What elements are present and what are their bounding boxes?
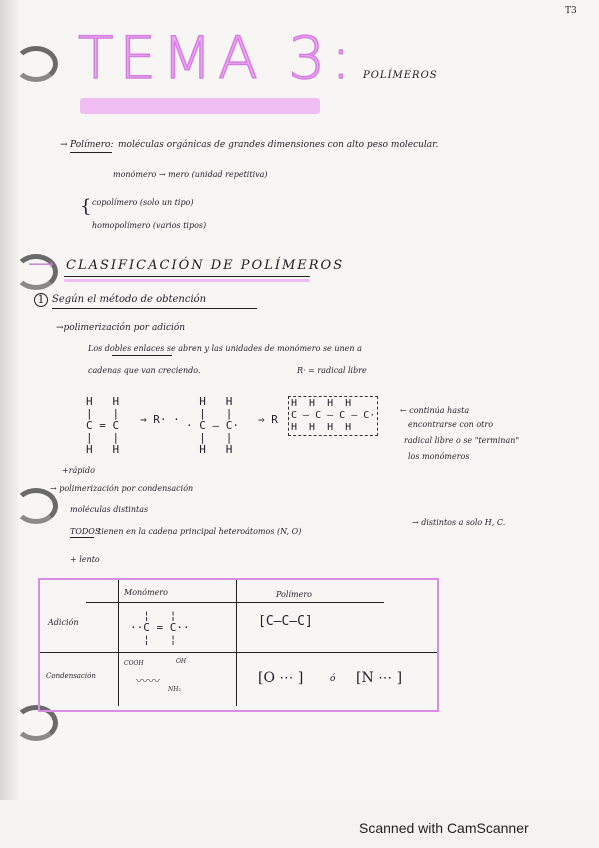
condensation-heading: → polimerización por condensación [50,484,194,493]
criterion-label: Según el método de obtención [52,294,207,305]
condensation-suffix: → distintos a solo H, C. [412,518,506,527]
table-divider-horizontal [40,652,437,653]
section-title: CLASIFICACIÓN DE POLÍMEROS [66,258,345,273]
addition-text2: cadenas que van creciendo. [88,366,201,375]
binder-ring [14,488,58,524]
definition-arrow: → [60,140,68,150]
title-highlight [80,98,320,114]
row1-label: Adición [48,618,79,627]
definition-term: Polímero: [70,140,114,150]
radical-structure: H H | | · C — C· | | H H [186,395,239,456]
monomer-line: monómero → mero (unidad repetitiva) [113,170,268,179]
table-divider-horizontal [86,602,384,603]
row2-or: ó [330,674,336,684]
row2-cooh: COOH [124,660,144,667]
reaction-arrow: ⇒ R [258,413,278,426]
condensation-text1: moléculas distintas [70,505,149,514]
topic-label: POLÍMEROS [363,70,438,81]
homopolymer-line: homopolímero (varios tipos) [92,221,207,230]
binder-ring [14,46,58,82]
row2-nh2: NH₂ [168,686,181,693]
section-underline [64,276,310,277]
reaction-note4: los monómeros [408,452,470,461]
section-highlight [64,279,310,282]
col-polymer: Polímero [276,590,312,599]
chain-structure: H H H H C — C — C — C· H H H H [288,396,378,436]
reaction-note2: encontrarse con otro [408,420,494,429]
radical-note: R· = radical libre [297,366,367,375]
reaction-note3: radical libre o se "terminan" [404,436,520,445]
row2-polymer-b: [N ⋯ ] [356,670,403,686]
section-arrow-icon: ⟶ [28,254,54,275]
criterion-underline [52,308,257,309]
table-divider-vertical [236,580,237,706]
page-title: TEMA 3: [78,24,357,92]
row2-oh: OH [176,658,187,665]
row2-polymer-a: [O ⋯ ] [258,670,304,686]
reaction-arrow: → R· · [140,413,180,426]
brace: { [80,196,92,217]
addition-heading: →polimerización por adición [56,323,186,333]
reaction-note1: ← continúa hasta [400,406,470,415]
definition-text: moléculas orgánicas de grandes dimensiones con alto peso molecular. [118,140,439,150]
binding-spine [0,0,18,800]
addition-text1: Los dobles enlaces se abren y las unidades de monómero se unen a [88,344,362,353]
row2-label: Condensación [46,672,96,680]
condensation-text2: tienen en la cadena principal heteroátomos (N, O) [98,527,302,536]
todos-underline [70,537,94,538]
term-underline [70,152,112,153]
ethylene-structure: H H | | C = C | | H H [86,395,120,456]
page-label: T3 [565,6,577,16]
comparison-table [38,578,439,712]
condensation-speed: + lento [70,555,100,564]
row1-monomer: ¦ ¦ ··C = C·· ¦ ¦ [130,609,190,646]
scanner-footer: Scanned with CamScanner [359,820,529,836]
row1-polymer: [C—C—C] [258,614,313,629]
copolymer-line: copolímero (solo un tipo) [92,198,194,207]
row2-chain: 〰〰 [136,674,161,688]
step-one-badge: 1 [34,293,48,307]
table-divider-vertical [118,580,119,706]
condensation-prefix: TODOS [70,527,101,536]
addition-speed: +rápido [62,466,95,475]
double-bond-underline [112,355,172,356]
col-monomer: Monómero [124,588,168,597]
